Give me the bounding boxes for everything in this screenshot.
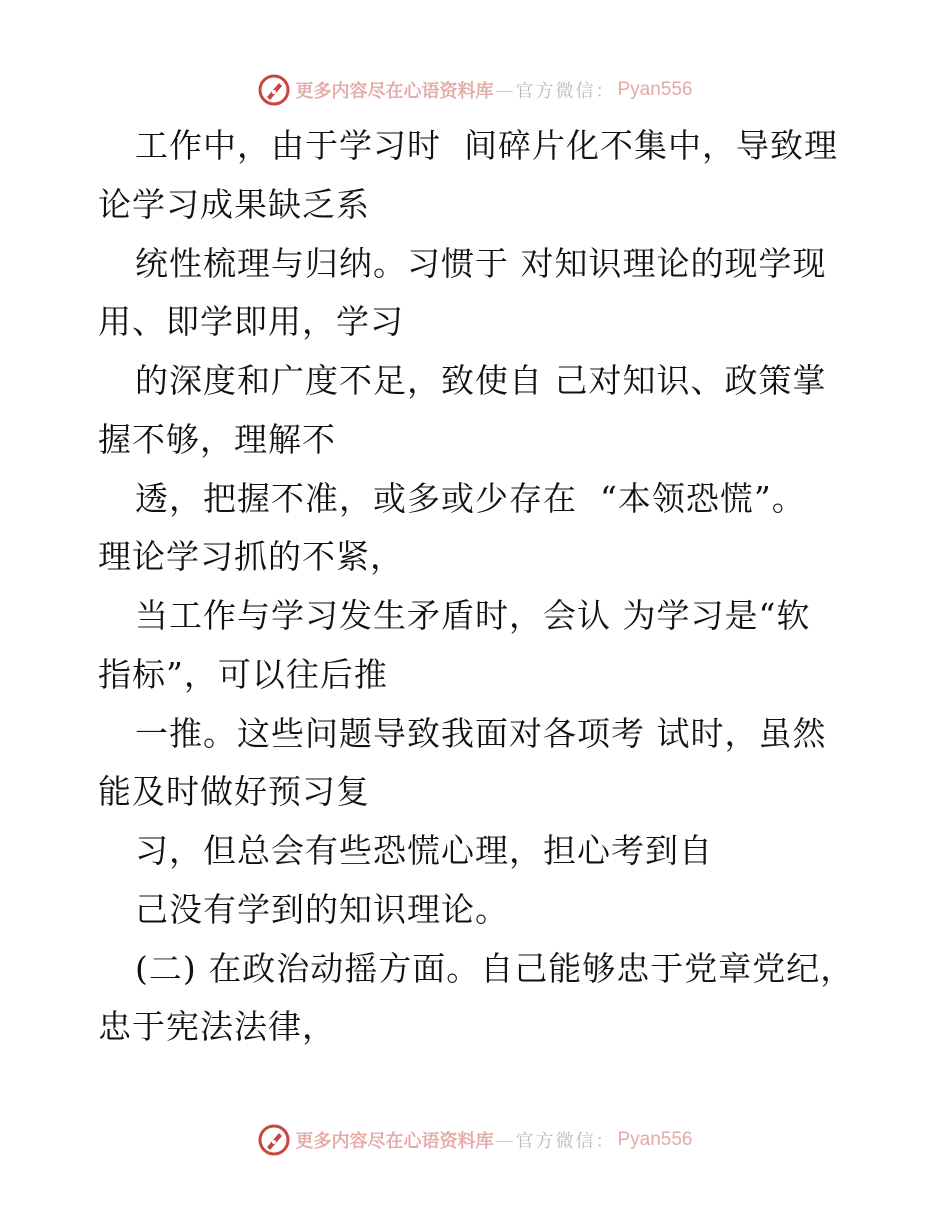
pen-nib-circle-icon: [257, 1123, 291, 1157]
text-line: 的深度和广度不足，致使自 己对知识、政策掌: [135, 361, 827, 400]
text-line: 己没有学到的知识理论。: [135, 890, 509, 929]
text-line: 一推。这些问题导致我面对各项考 试时，虽然: [135, 714, 827, 753]
watermark-dash: —: [495, 1129, 514, 1151]
watermark-content: [257, 73, 692, 107]
watermark-wechat-handle: Pyan556: [617, 79, 693, 100]
text-line: (二) 在政治动摇方面。自己能够忠于党章党纪，: [135, 949, 855, 988]
text-line: 用、即学即用，学习: [98, 302, 404, 341]
text-line: 论学习成果缺乏系: [98, 185, 370, 224]
footer-watermark: [0, 1120, 950, 1160]
pen-nib-circle-icon: [257, 73, 291, 107]
watermark-content: [257, 1123, 692, 1157]
watermark-dash: —: [495, 79, 514, 101]
watermark-wechat-handle: Pyan556: [617, 1129, 693, 1150]
text-line: 能及时做好预习复: [98, 772, 370, 811]
text-line: 透，把握不准，或多或少存在 “本领恐慌”。: [135, 479, 806, 518]
text-line: 忠于宪法法律，: [98, 1007, 336, 1046]
text-line: 统性梳理与归纳。习惯于 对知识理论的现学现: [135, 244, 827, 283]
header-watermark: [0, 70, 950, 110]
text-line: 当工作与学习发生矛盾时，会认 为学习是“软: [135, 596, 811, 635]
text-line: 习，但总会有些恐慌心理，担心考到自: [135, 831, 713, 870]
text-line: 指标”，可以往后推: [98, 655, 388, 694]
watermark-site-name: 更多内容尽在心语资料库: [295, 1131, 494, 1152]
watermark-wechat-label: 官方微信：: [515, 1131, 616, 1152]
watermark-wechat-label: 官方微信：: [515, 81, 616, 102]
text-line: 理论学习抓的不紧，: [98, 537, 404, 576]
watermark-site-name: 更多内容尽在心语资料库: [295, 81, 494, 102]
text-line: 工作中，由于学习时 间碎片化不集中，导致理: [135, 126, 838, 165]
text-line: 握不够，理解不: [98, 420, 336, 459]
